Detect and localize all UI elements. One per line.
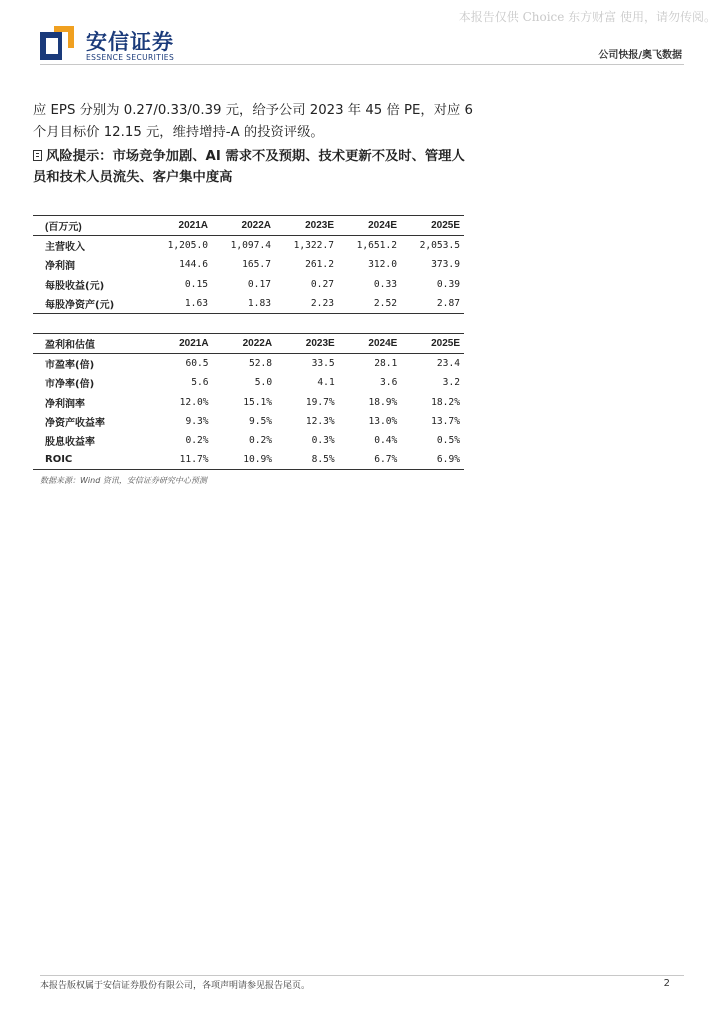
table-cell: 3.6 <box>380 377 398 389</box>
table-cell: 0.39 <box>436 278 460 290</box>
table-cell: 11.7% <box>149 450 213 470</box>
table-cell: 5.6 <box>191 377 209 389</box>
table-cell: 9.3% <box>185 415 209 427</box>
table-header-cell: 2021A <box>149 334 213 354</box>
table-cell: 5.0 <box>254 377 273 389</box>
table-cell: 6.7% <box>339 450 402 470</box>
table-cell: 0.4% <box>374 435 398 447</box>
table-cell: 1.83 <box>212 294 275 314</box>
table-cell: 1,322.7 <box>293 240 334 252</box>
body-paragraph: 应 EPS 分别为 0.27/0.33/0.39 元，给予公司 2023 年 45 倍 PE，对应 6 个月目标价 12.15 元，维持增持-A 的投资评级。 <box>33 103 473 140</box>
table-cell: 261.2 <box>305 259 334 271</box>
table-cell: 165.7 <box>242 259 271 271</box>
table-cell: 2.87 <box>401 294 464 314</box>
table-row <box>33 450 464 470</box>
report-section-label: 公司快报/奥飞数据 <box>598 50 682 61</box>
table-row <box>33 431 464 450</box>
row-label: ROIC <box>33 450 149 470</box>
table-header-cell: 2021A <box>149 216 212 236</box>
risk-warning <box>33 146 473 188</box>
table-cell: 18.9% <box>368 396 398 408</box>
table-cell: 12.3% <box>305 415 335 427</box>
table-cell: 0.2% <box>248 435 273 447</box>
table-row <box>33 354 464 374</box>
logo-mark-icon <box>40 26 76 62</box>
risk-text: 风险提示：市场竞争加剧、AI 需求不及预期、技术更新不及时、管理人员和技术人员流失、客户集中度高 <box>33 149 465 185</box>
financial-summary-table <box>33 215 464 314</box>
table-row <box>33 373 464 392</box>
table-header-cell: 2024E <box>338 216 401 236</box>
table-cell: 4.1 <box>317 377 335 389</box>
table-cell: 6.9% <box>401 450 464 470</box>
row-label: 市盈率(倍) <box>45 360 95 372</box>
table-header-cell: 2023E <box>276 334 339 354</box>
table-row <box>33 393 464 412</box>
footer-disclaimer: 本报告版权属于安信证券股份有限公司，各项声明请参见报告尾页。 <box>40 981 311 991</box>
row-label: 每股收益(元) <box>45 280 105 292</box>
table-cell: 312.0 <box>368 259 397 271</box>
table-row <box>33 236 464 256</box>
table-cell: 3.2 <box>442 377 460 389</box>
table-row <box>33 275 464 294</box>
table-row <box>33 412 464 431</box>
table-cell: 13.0% <box>368 415 398 427</box>
watermark-text: 本报告仅供 Choice 东方财富 使用，请勿传阅。 <box>458 10 716 24</box>
page-number: 2 <box>663 978 670 989</box>
footer-divider <box>40 975 684 976</box>
table-header-cell: 2022A <box>213 334 277 354</box>
table-cell: 0.15 <box>184 278 208 290</box>
table-cell: 0.5% <box>436 435 460 447</box>
row-label: 主营收入 <box>45 242 85 254</box>
table-cell: 13.7% <box>431 415 460 427</box>
table-cell: 2,053.5 <box>419 240 460 252</box>
data-source-note: 数据来源：Wind 资讯，安信证券研究中心预测 <box>40 476 207 485</box>
table-cell: 10.9% <box>213 450 277 470</box>
table-cell: 52.8 <box>248 358 273 370</box>
valuation-table <box>33 333 464 470</box>
table-header-cell: 盈利和估值 <box>33 334 149 354</box>
row-label: 市净率(倍) <box>45 379 95 391</box>
table-header-cell: 2023E <box>275 216 338 236</box>
table-cell: 144.6 <box>179 259 208 271</box>
table-cell: 0.17 <box>247 278 271 290</box>
table-cell: 9.5% <box>248 415 273 427</box>
table-cell: 33.5 <box>311 358 335 370</box>
company-logo <box>40 26 190 66</box>
table-cell: 8.5% <box>276 450 339 470</box>
logo-name-cn: 安信证券 <box>86 30 174 54</box>
table-cell: 1.63 <box>149 294 212 314</box>
table-cell: 28.1 <box>374 358 398 370</box>
table-cell: 0.3% <box>311 435 335 447</box>
table-header-cell: 2025E <box>401 216 464 236</box>
table-header-cell: 2022A <box>212 216 275 236</box>
table-cell: 18.2% <box>431 396 460 408</box>
table-header-row <box>33 216 464 236</box>
table-cell: 19.7% <box>305 396 335 408</box>
table-header-cell: 2024E <box>339 334 402 354</box>
table-cell: 1,651.2 <box>356 240 397 252</box>
header-divider <box>40 64 684 65</box>
table-cell: 0.27 <box>310 278 334 290</box>
table-cell: 15.1% <box>243 396 273 408</box>
row-label: 净利润 <box>45 261 75 273</box>
table-cell: 1,097.4 <box>230 240 271 252</box>
table-row <box>33 255 464 274</box>
row-label: 净资产收益率 <box>45 417 105 429</box>
table-cell: 2.23 <box>275 294 338 314</box>
table-cell: 1,205.0 <box>167 240 208 252</box>
table-cell: 60.5 <box>185 358 209 370</box>
row-label: 股息收益率 <box>45 437 95 449</box>
table-cell: 12.0% <box>179 396 209 408</box>
document-icon <box>33 150 42 161</box>
table-cell: 0.2% <box>185 435 209 447</box>
table-row <box>33 294 464 314</box>
logo-name-en: ESSENCE SECURITIES <box>86 53 175 62</box>
row-label: 每股净资产(元) <box>33 294 149 314</box>
table-cell: 23.4 <box>436 358 460 370</box>
table-header-row <box>33 334 464 354</box>
table-header-cell: 2025E <box>401 334 464 354</box>
table-header-cell: (百万元) <box>33 216 149 236</box>
table-cell: 2.52 <box>338 294 401 314</box>
table-cell: 373.9 <box>431 259 460 271</box>
row-label: 净利润率 <box>45 398 85 410</box>
table-cell: 0.33 <box>373 278 397 290</box>
